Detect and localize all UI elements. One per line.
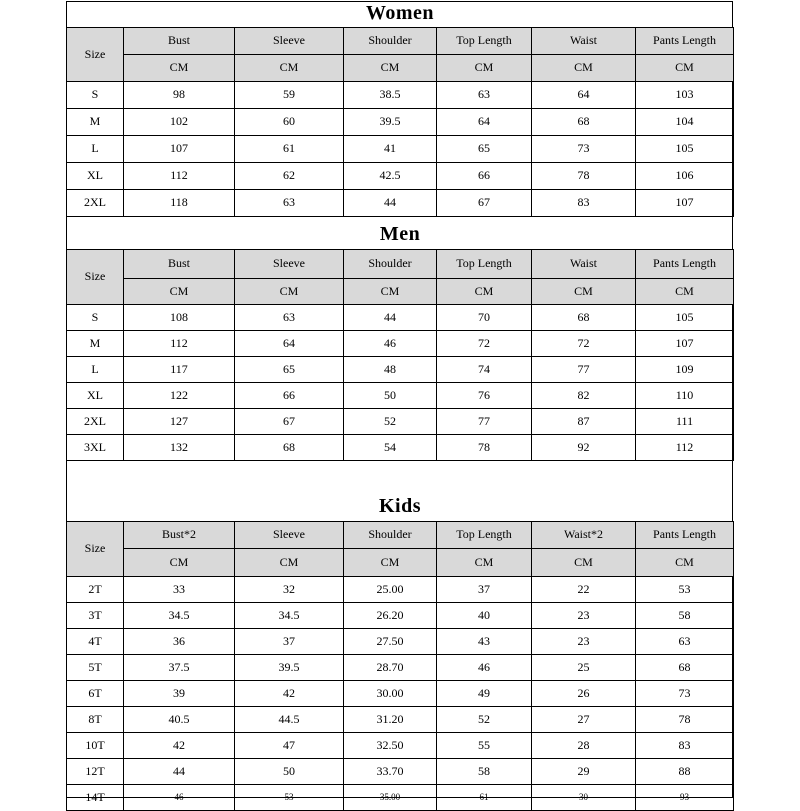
value-cell: 59 bbox=[235, 81, 344, 108]
column-header: Top Length bbox=[437, 27, 532, 54]
value-cell: 67 bbox=[235, 408, 344, 434]
kids-header-row bbox=[67, 521, 734, 548]
value-cell: 26 bbox=[532, 680, 636, 706]
unit-cell: CM bbox=[532, 54, 636, 81]
value-cell: 112 bbox=[124, 162, 235, 189]
value-cell: 107 bbox=[636, 330, 734, 356]
value-cell: 61 bbox=[235, 135, 344, 162]
value-cell: 107 bbox=[636, 189, 734, 216]
value-cell: 127 bbox=[124, 408, 235, 434]
women-table-body bbox=[67, 81, 734, 216]
value-cell: 44.5 bbox=[235, 706, 344, 732]
value-cell: 38.5 bbox=[344, 81, 437, 108]
unit-cell: CM bbox=[124, 548, 235, 576]
unit-cell: CM bbox=[124, 278, 235, 304]
value-cell: 35.00 bbox=[344, 784, 437, 810]
value-cell: 122 bbox=[124, 382, 235, 408]
unit-cell: CM bbox=[235, 278, 344, 304]
size-cell: 3XL bbox=[67, 434, 124, 460]
table-row bbox=[67, 81, 734, 108]
value-cell: 72 bbox=[437, 330, 532, 356]
unit-cell: CM bbox=[344, 54, 437, 81]
table-row bbox=[67, 680, 734, 706]
value-cell: 39.5 bbox=[235, 654, 344, 680]
value-cell: 62 bbox=[235, 162, 344, 189]
section-spacer bbox=[66, 462, 733, 492]
value-cell: 61 bbox=[437, 784, 532, 810]
table-row bbox=[67, 602, 734, 628]
value-cell: 73 bbox=[532, 135, 636, 162]
value-cell: 87 bbox=[532, 408, 636, 434]
value-cell: 23 bbox=[532, 602, 636, 628]
value-cell: 104 bbox=[636, 108, 734, 135]
value-cell: 103 bbox=[636, 81, 734, 108]
men-table-body bbox=[67, 304, 734, 460]
table-row bbox=[67, 654, 734, 680]
value-cell: 106 bbox=[636, 162, 734, 189]
value-cell: 27.50 bbox=[344, 628, 437, 654]
value-cell: 78 bbox=[532, 162, 636, 189]
value-cell: 88 bbox=[636, 758, 734, 784]
value-cell: 77 bbox=[532, 356, 636, 382]
value-cell: 39.5 bbox=[344, 108, 437, 135]
value-cell: 67 bbox=[437, 189, 532, 216]
value-cell: 110 bbox=[636, 382, 734, 408]
value-cell: 48 bbox=[344, 356, 437, 382]
value-cell: 74 bbox=[437, 356, 532, 382]
table-row bbox=[67, 706, 734, 732]
men-header-row bbox=[67, 249, 734, 278]
value-cell: 40.5 bbox=[124, 706, 235, 732]
value-cell: 66 bbox=[235, 382, 344, 408]
column-header: Bust*2 bbox=[124, 521, 235, 548]
table-row bbox=[67, 408, 734, 434]
table-row bbox=[67, 784, 734, 810]
table-row bbox=[67, 330, 734, 356]
size-cell: 2T bbox=[67, 576, 124, 602]
value-cell: 37 bbox=[235, 628, 344, 654]
column-header: Pants Length bbox=[636, 249, 734, 278]
value-cell: 44 bbox=[124, 758, 235, 784]
size-cell: 3T bbox=[67, 602, 124, 628]
value-cell: 47 bbox=[235, 732, 344, 758]
value-cell: 111 bbox=[636, 408, 734, 434]
unit-cell: CM bbox=[437, 548, 532, 576]
value-cell: 49 bbox=[437, 680, 532, 706]
value-cell: 65 bbox=[437, 135, 532, 162]
value-cell: 34.5 bbox=[235, 602, 344, 628]
column-header: Waist bbox=[532, 27, 636, 54]
table-row bbox=[67, 304, 734, 330]
size-cell: 14T bbox=[67, 784, 124, 810]
value-cell: 34.5 bbox=[124, 602, 235, 628]
value-cell: 76 bbox=[437, 382, 532, 408]
unit-cell: CM bbox=[636, 54, 734, 81]
column-header: Waist bbox=[532, 249, 636, 278]
column-header: Sleeve bbox=[235, 249, 344, 278]
women-unit-row bbox=[67, 54, 734, 81]
value-cell: 112 bbox=[124, 330, 235, 356]
size-cell: 12T bbox=[67, 758, 124, 784]
value-cell: 28 bbox=[532, 732, 636, 758]
value-cell: 27 bbox=[532, 706, 636, 732]
value-cell: 42 bbox=[235, 680, 344, 706]
value-cell: 53 bbox=[636, 576, 734, 602]
value-cell: 55 bbox=[437, 732, 532, 758]
unit-cell: CM bbox=[532, 548, 636, 576]
value-cell: 30 bbox=[532, 784, 636, 810]
kids-unit-row bbox=[67, 548, 734, 576]
value-cell: 25.00 bbox=[344, 576, 437, 602]
value-cell: 42.5 bbox=[344, 162, 437, 189]
table-row bbox=[67, 576, 734, 602]
column-header: Shoulder bbox=[344, 27, 437, 54]
men-size-table bbox=[66, 221, 734, 461]
value-cell: 72 bbox=[532, 330, 636, 356]
value-cell: 42 bbox=[124, 732, 235, 758]
value-cell: 60 bbox=[235, 108, 344, 135]
value-cell: 105 bbox=[636, 304, 734, 330]
size-cell: S bbox=[67, 304, 124, 330]
value-cell: 63 bbox=[636, 628, 734, 654]
value-cell: 63 bbox=[235, 304, 344, 330]
value-cell: 68 bbox=[636, 654, 734, 680]
value-cell: 117 bbox=[124, 356, 235, 382]
value-cell: 36 bbox=[124, 628, 235, 654]
value-cell: 83 bbox=[532, 189, 636, 216]
size-cell: 6T bbox=[67, 680, 124, 706]
size-cell: 8T bbox=[67, 706, 124, 732]
value-cell: 63 bbox=[437, 81, 532, 108]
value-cell: 43 bbox=[437, 628, 532, 654]
size-cell: 2XL bbox=[67, 408, 124, 434]
size-cell: 5T bbox=[67, 654, 124, 680]
value-cell: 52 bbox=[344, 408, 437, 434]
men-section-title: Men bbox=[67, 221, 734, 249]
unit-cell: CM bbox=[235, 54, 344, 81]
table-row bbox=[67, 732, 734, 758]
value-cell: 37 bbox=[437, 576, 532, 602]
value-cell: 37.5 bbox=[124, 654, 235, 680]
value-cell: 68 bbox=[532, 108, 636, 135]
value-cell: 52 bbox=[437, 706, 532, 732]
size-cell: S bbox=[67, 81, 124, 108]
value-cell: 78 bbox=[636, 706, 734, 732]
value-cell: 50 bbox=[344, 382, 437, 408]
value-cell: 50 bbox=[235, 758, 344, 784]
value-cell: 98 bbox=[124, 81, 235, 108]
size-cell: L bbox=[67, 135, 124, 162]
value-cell: 46 bbox=[344, 330, 437, 356]
table-row bbox=[67, 108, 734, 135]
value-cell: 29 bbox=[532, 758, 636, 784]
value-cell: 23 bbox=[532, 628, 636, 654]
value-cell: 105 bbox=[636, 135, 734, 162]
value-cell: 77 bbox=[437, 408, 532, 434]
table-row bbox=[67, 356, 734, 382]
size-cell: 10T bbox=[67, 732, 124, 758]
value-cell: 39 bbox=[124, 680, 235, 706]
column-header: Shoulder bbox=[344, 521, 437, 548]
value-cell: 64 bbox=[437, 108, 532, 135]
table-row bbox=[67, 434, 734, 460]
value-cell: 108 bbox=[124, 304, 235, 330]
size-cell: 2XL bbox=[67, 189, 124, 216]
table-row bbox=[67, 628, 734, 654]
value-cell: 30.00 bbox=[344, 680, 437, 706]
size-cell: M bbox=[67, 330, 124, 356]
column-header: Pants Length bbox=[636, 521, 734, 548]
value-cell: 32 bbox=[235, 576, 344, 602]
table-row bbox=[67, 135, 734, 162]
value-cell: 92 bbox=[532, 434, 636, 460]
value-cell: 58 bbox=[437, 758, 532, 784]
unit-cell: CM bbox=[437, 54, 532, 81]
value-cell: 70 bbox=[437, 304, 532, 330]
value-cell: 78 bbox=[437, 434, 532, 460]
value-cell: 44 bbox=[344, 189, 437, 216]
kids-section-title: Kids bbox=[67, 492, 734, 521]
unit-cell: CM bbox=[636, 548, 734, 576]
value-cell: 66 bbox=[437, 162, 532, 189]
unit-cell: CM bbox=[437, 278, 532, 304]
value-cell: 41 bbox=[344, 135, 437, 162]
women-size-table bbox=[66, 1, 734, 217]
column-header: Sleeve bbox=[235, 27, 344, 54]
unit-cell: CM bbox=[532, 278, 636, 304]
column-header: Waist*2 bbox=[532, 521, 636, 548]
value-cell: 102 bbox=[124, 108, 235, 135]
value-cell: 46 bbox=[124, 784, 235, 810]
column-header: Shoulder bbox=[344, 249, 437, 278]
column-header: Top Length bbox=[437, 521, 532, 548]
column-header: Pants Length bbox=[636, 27, 734, 54]
value-cell: 112 bbox=[636, 434, 734, 460]
size-cell: 4T bbox=[67, 628, 124, 654]
value-cell: 54 bbox=[344, 434, 437, 460]
kids-table-body bbox=[67, 576, 734, 810]
value-cell: 44 bbox=[344, 304, 437, 330]
value-cell: 118 bbox=[124, 189, 235, 216]
value-cell: 22 bbox=[532, 576, 636, 602]
kids-size-header: Size bbox=[67, 521, 124, 576]
value-cell: 68 bbox=[235, 434, 344, 460]
women-header-row bbox=[67, 27, 734, 54]
value-cell: 58 bbox=[636, 602, 734, 628]
unit-cell: CM bbox=[235, 548, 344, 576]
value-cell: 46 bbox=[437, 654, 532, 680]
value-cell: 32.50 bbox=[344, 732, 437, 758]
value-cell: 83 bbox=[636, 732, 734, 758]
women-size-header: Size bbox=[67, 27, 124, 81]
value-cell: 63 bbox=[235, 189, 344, 216]
value-cell: 73 bbox=[636, 680, 734, 706]
value-cell: 93 bbox=[636, 784, 734, 810]
value-cell: 109 bbox=[636, 356, 734, 382]
table-row bbox=[67, 758, 734, 784]
size-cell: XL bbox=[67, 162, 124, 189]
value-cell: 82 bbox=[532, 382, 636, 408]
value-cell: 53 bbox=[235, 784, 344, 810]
men-unit-row bbox=[67, 278, 734, 304]
size-cell: M bbox=[67, 108, 124, 135]
kids-size-table bbox=[66, 492, 734, 811]
women-section-title: Women bbox=[67, 1, 734, 27]
unit-cell: CM bbox=[636, 278, 734, 304]
unit-cell: CM bbox=[344, 278, 437, 304]
unit-cell: CM bbox=[124, 54, 235, 81]
table-row bbox=[67, 382, 734, 408]
column-header: Top Length bbox=[437, 249, 532, 278]
value-cell: 40 bbox=[437, 602, 532, 628]
men-size-header: Size bbox=[67, 249, 124, 304]
value-cell: 25 bbox=[532, 654, 636, 680]
table-row bbox=[67, 162, 734, 189]
column-header: Bust bbox=[124, 27, 235, 54]
value-cell: 33.70 bbox=[344, 758, 437, 784]
unit-cell: CM bbox=[344, 548, 437, 576]
value-cell: 64 bbox=[235, 330, 344, 356]
value-cell: 132 bbox=[124, 434, 235, 460]
value-cell: 65 bbox=[235, 356, 344, 382]
value-cell: 33 bbox=[124, 576, 235, 602]
value-cell: 64 bbox=[532, 81, 636, 108]
value-cell: 31.20 bbox=[344, 706, 437, 732]
size-cell: L bbox=[67, 356, 124, 382]
table-row bbox=[67, 189, 734, 216]
value-cell: 26.20 bbox=[344, 602, 437, 628]
size-cell: XL bbox=[67, 382, 124, 408]
column-header: Bust bbox=[124, 249, 235, 278]
value-cell: 28.70 bbox=[344, 654, 437, 680]
value-cell: 107 bbox=[124, 135, 235, 162]
column-header: Sleeve bbox=[235, 521, 344, 548]
value-cell: 68 bbox=[532, 304, 636, 330]
